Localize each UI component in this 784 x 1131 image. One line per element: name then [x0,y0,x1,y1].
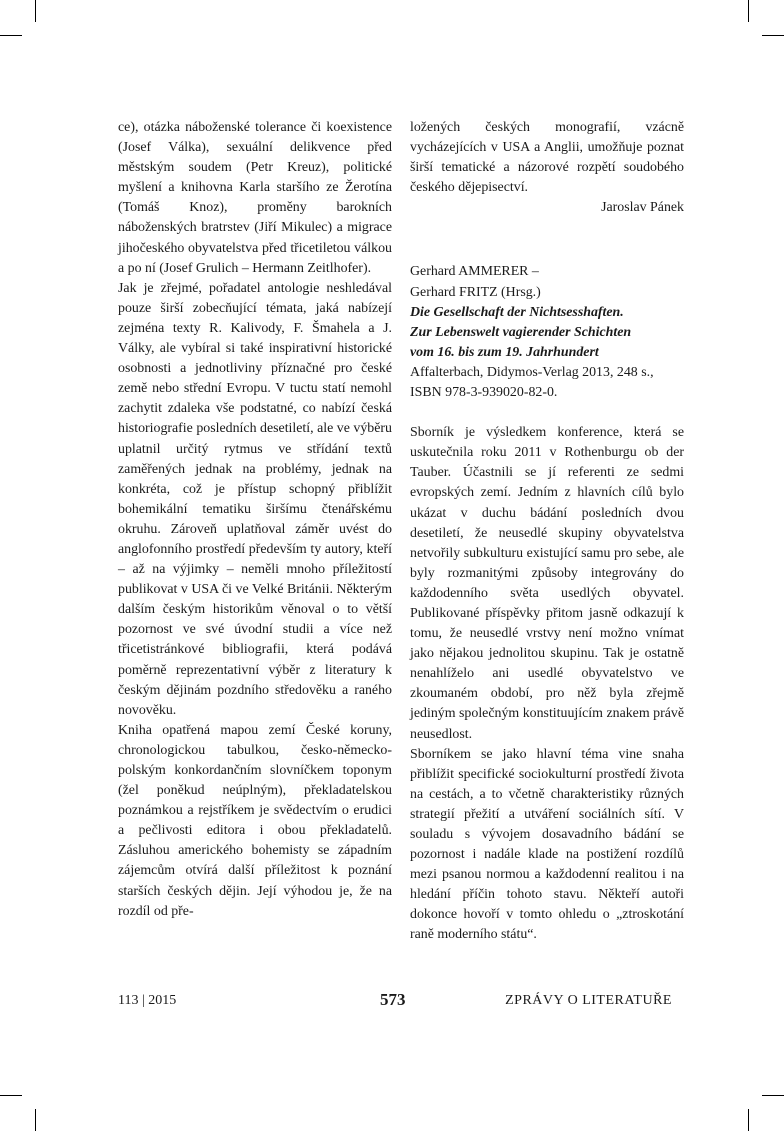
paragraph: ce), otázka náboženské tolerance či koexistence (Josef Válka), sexuální delikvence před městským soudem (Petr Kreuz), politické myšlení a knihovna Karla staršího ze Žerotína (Tomáš Knoz), proměny barokních náboženských bratrstev (Jiří Mikulec) a migrace jihočeského obyvatelstva před třicetiletou válkou a po ní (Josef Grulich – Hermann Zeitlhofer). [118,120,392,276]
book-authors: Gerhard AMMERER – [410,264,539,280]
journal-volume: 113 | 2015 [118,993,177,1008]
crop-mark [748,0,749,22]
crop-mark [762,1095,784,1096]
right-column [410,118,684,946]
crop-mark [35,0,36,22]
paragraph: Kniha opatřená mapou zemí České koruny, chronologickou tabulkou, česko-německo-polským konkordančním slovníčkem toponym (žel poněkud neúplným), překladatelskou poznámkou a rejstříkem je svědectvím o erudici a pečlivosti editora i obou překladatelů. Zásluhou amerického bohemisty se západním zájemcům otvírá další příležitost k poznání starších českých dějin. Její výhodou je, že na rozdíl od pře- [118,722,392,919]
section-title: ZPRÁVY O LITERATUŘE [505,993,672,1008]
crop-mark [35,1109,36,1131]
page-number: 573 [380,990,406,1009]
paragraph: Jak je zřejmé, pořadatel antologie neshledával pouze širší zobecňující témata, jaká nabízejí zejména texty R. Kalivody, F. Šmahela a J. Války, ale vybíral si také inspirativní historické osobnosti a jednotliviny příznačné pro české země nebo střední Evropu. V tuctu statí nemohl zachytit zdaleka vše podstatné, co nabízí česká historiografie posledních desetiletí, ale ve výběru uplatnil určitý rytmus ve střídání textů zaměřených jednak na problémy, jednak na konkréta, což je přístup schopný přiblížit bohemikální tematiku širšímu čtenářskému okruhu. Zároveň uplatňoval záměr uvést do anglofonního prostředí především ty autory, kteří – až na výjimky – neměli mnoho příležitostí publikovat v USA či ve Velké Británii. Některým dalším českým historikům věnoval o to větší pozornost ve své úvodní studii a více než třicetistránkové bibliografii, která podává poměrně reprezentativní výběr z literatury k českým dějinám pozdního středověku a raného novověku. [118,280,392,718]
crop-mark [762,35,784,36]
left-column [118,118,392,922]
book-title: Zur Lebenswelt vagierender Schichten [410,324,632,340]
paragraph: Sborník je výsledkem konference, která se uskutečnila roku 2011 v Rothenburgu ob der Tauber. Účastnili se jí referenti ze sedmi evropských zemí. Jedním z hlavních cílů bylo ukázat v duchu bádání posledních dvou desetiletí, že neusedlé skupiny obyvatelstva netvořily subkulturu existující samu pro sebe, ale byly rozmanitými způsoby integrovány do každodenního světa usedlých obyvatel. Publikované příspěvky přitom jasně odkazují k tomu, že neusedlé vrstvy není možno vnímat jako nějakou jednolitou skupinu. Tak je ostatně nenahlíželo ani usedlé obyvatelstvo ve zkoumaném období, pro něž byla zřejmě jediným společným konstituujícím znakem právě neusedlost. [410,425,684,742]
book-title: Die Gesellschaft der Nichtsesshaften. [410,304,624,320]
book-isbn: ISBN 978-3-939020-82-0. [410,385,558,401]
crop-mark [0,1095,22,1096]
paragraph: ložených českých monografií, vzácně vycházejících v USA a Anglii, umožňuje poznat širší tematické a názorové rozpětí soudobého českého dějepisectví. [410,120,684,196]
book-publisher: Affalterbach, Didymos-Verlag 2013, 248 s., [410,364,654,380]
book-authors: Gerhard FRITZ (Hrsg.) [410,284,541,300]
crop-mark [748,1109,749,1131]
reviewer-signature: Jaroslav Pánek [601,200,684,216]
crop-mark [0,35,22,36]
book-title: vom 16. bis zum 19. Jahrhundert [410,344,599,360]
paragraph: Sborníkem se jako hlavní téma vine snaha přiblížit specifické sociokulturní prostředí života na cestách, a to včetně charakteristiky různých strategií přežití a utváření sociálních sítí. V souladu s vývojem dosavadního bádání se pozornost i nadále klade na postižení rozdílů mezi psanou normou a každodenní realitou i na hledání příčin tohoto stavu. Někteří autoři dokonce hovoří v tomto ohledu o „ztroskotání raně moderního státu“. [410,746,684,943]
review-header [410,262,684,403]
